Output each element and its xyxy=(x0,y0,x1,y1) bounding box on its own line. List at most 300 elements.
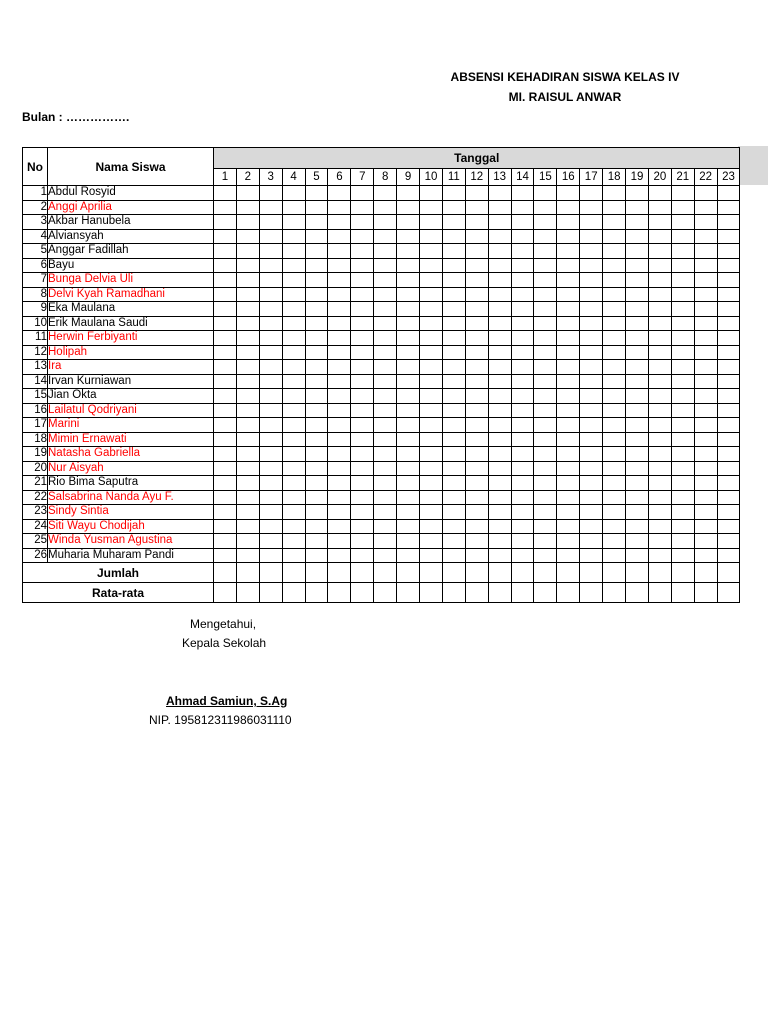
attendance-cell[interactable] xyxy=(259,215,282,230)
attendance-cell[interactable] xyxy=(351,548,374,563)
attendance-cell[interactable] xyxy=(397,432,420,447)
attendance-cell[interactable] xyxy=(626,505,649,520)
attendance-cell[interactable] xyxy=(717,461,740,476)
attendance-cell[interactable] xyxy=(420,244,443,259)
attendance-cell[interactable] xyxy=(328,186,351,201)
attendance-cell[interactable] xyxy=(580,186,603,201)
attendance-cell[interactable] xyxy=(580,215,603,230)
attendance-cell[interactable] xyxy=(351,229,374,244)
attendance-cell[interactable] xyxy=(626,432,649,447)
attendance-cell[interactable] xyxy=(580,345,603,360)
attendance-cell[interactable] xyxy=(351,374,374,389)
attendance-cell[interactable] xyxy=(282,418,305,433)
attendance-cell[interactable] xyxy=(648,519,671,534)
attendance-cell[interactable] xyxy=(717,331,740,346)
attendance-cell[interactable] xyxy=(511,534,534,549)
attendance-cell[interactable] xyxy=(374,389,397,404)
attendance-cell[interactable] xyxy=(694,432,717,447)
attendance-cell[interactable] xyxy=(626,490,649,505)
attendance-cell[interactable] xyxy=(397,519,420,534)
attendance-cell[interactable] xyxy=(374,490,397,505)
attendance-cell[interactable] xyxy=(328,360,351,375)
attendance-cell[interactable] xyxy=(511,229,534,244)
attendance-cell[interactable] xyxy=(626,461,649,476)
attendance-cell[interactable] xyxy=(511,461,534,476)
attendance-cell[interactable] xyxy=(259,186,282,201)
attendance-cell[interactable] xyxy=(694,302,717,317)
attendance-cell[interactable] xyxy=(534,389,557,404)
attendance-cell[interactable] xyxy=(259,200,282,215)
attendance-cell[interactable] xyxy=(603,186,626,201)
attendance-cell[interactable] xyxy=(328,287,351,302)
attendance-cell[interactable] xyxy=(557,186,580,201)
attendance-cell[interactable] xyxy=(374,302,397,317)
attendance-cell[interactable] xyxy=(694,287,717,302)
attendance-cell[interactable] xyxy=(442,548,465,563)
attendance-cell[interactable] xyxy=(442,215,465,230)
attendance-cell[interactable] xyxy=(717,403,740,418)
attendance-cell[interactable] xyxy=(488,229,511,244)
attendance-cell[interactable] xyxy=(305,273,328,288)
attendance-cell[interactable] xyxy=(282,548,305,563)
attendance-cell[interactable] xyxy=(465,186,488,201)
attendance-cell[interactable] xyxy=(580,200,603,215)
average-cell[interactable] xyxy=(580,583,603,603)
attendance-cell[interactable] xyxy=(442,360,465,375)
attendance-cell[interactable] xyxy=(511,432,534,447)
attendance-cell[interactable] xyxy=(603,374,626,389)
attendance-cell[interactable] xyxy=(717,287,740,302)
attendance-cell[interactable] xyxy=(648,418,671,433)
attendance-cell[interactable] xyxy=(671,519,694,534)
attendance-cell[interactable] xyxy=(671,186,694,201)
attendance-cell[interactable] xyxy=(694,273,717,288)
attendance-cell[interactable] xyxy=(534,432,557,447)
attendance-cell[interactable] xyxy=(214,374,237,389)
average-cell[interactable] xyxy=(236,583,259,603)
attendance-cell[interactable] xyxy=(374,461,397,476)
attendance-cell[interactable] xyxy=(603,519,626,534)
attendance-cell[interactable] xyxy=(557,302,580,317)
attendance-cell[interactable] xyxy=(534,490,557,505)
attendance-cell[interactable] xyxy=(671,389,694,404)
attendance-cell[interactable] xyxy=(351,302,374,317)
total-cell[interactable] xyxy=(374,563,397,583)
attendance-cell[interactable] xyxy=(534,200,557,215)
attendance-cell[interactable] xyxy=(580,403,603,418)
attendance-cell[interactable] xyxy=(305,374,328,389)
attendance-cell[interactable] xyxy=(214,505,237,520)
attendance-cell[interactable] xyxy=(694,345,717,360)
attendance-cell[interactable] xyxy=(259,534,282,549)
attendance-cell[interactable] xyxy=(511,215,534,230)
attendance-cell[interactable] xyxy=(511,403,534,418)
attendance-cell[interactable] xyxy=(557,432,580,447)
attendance-cell[interactable] xyxy=(328,200,351,215)
attendance-cell[interactable] xyxy=(397,447,420,462)
attendance-cell[interactable] xyxy=(236,244,259,259)
attendance-cell[interactable] xyxy=(694,360,717,375)
attendance-cell[interactable] xyxy=(648,403,671,418)
attendance-cell[interactable] xyxy=(305,244,328,259)
attendance-cell[interactable] xyxy=(648,476,671,491)
total-cell[interactable] xyxy=(282,563,305,583)
attendance-cell[interactable] xyxy=(648,432,671,447)
attendance-cell[interactable] xyxy=(374,316,397,331)
attendance-cell[interactable] xyxy=(420,548,443,563)
attendance-cell[interactable] xyxy=(488,476,511,491)
attendance-cell[interactable] xyxy=(236,548,259,563)
attendance-cell[interactable] xyxy=(717,273,740,288)
attendance-cell[interactable] xyxy=(626,273,649,288)
attendance-cell[interactable] xyxy=(236,389,259,404)
attendance-cell[interactable] xyxy=(305,302,328,317)
attendance-cell[interactable] xyxy=(397,403,420,418)
attendance-cell[interactable] xyxy=(305,345,328,360)
attendance-cell[interactable] xyxy=(214,534,237,549)
average-cell[interactable] xyxy=(648,583,671,603)
attendance-cell[interactable] xyxy=(488,447,511,462)
attendance-cell[interactable] xyxy=(534,345,557,360)
attendance-cell[interactable] xyxy=(694,258,717,273)
total-cell[interactable] xyxy=(534,563,557,583)
attendance-cell[interactable] xyxy=(351,331,374,346)
attendance-cell[interactable] xyxy=(328,534,351,549)
average-cell[interactable] xyxy=(465,583,488,603)
attendance-cell[interactable] xyxy=(465,447,488,462)
average-cell[interactable] xyxy=(397,583,420,603)
attendance-cell[interactable] xyxy=(626,186,649,201)
attendance-cell[interactable] xyxy=(442,403,465,418)
attendance-cell[interactable] xyxy=(511,476,534,491)
attendance-cell[interactable] xyxy=(580,389,603,404)
attendance-cell[interactable] xyxy=(214,432,237,447)
attendance-cell[interactable] xyxy=(282,302,305,317)
total-cell[interactable] xyxy=(717,563,740,583)
attendance-cell[interactable] xyxy=(511,331,534,346)
attendance-cell[interactable] xyxy=(420,229,443,244)
attendance-cell[interactable] xyxy=(282,432,305,447)
attendance-cell[interactable] xyxy=(351,273,374,288)
attendance-cell[interactable] xyxy=(534,302,557,317)
attendance-cell[interactable] xyxy=(259,490,282,505)
attendance-cell[interactable] xyxy=(511,186,534,201)
attendance-cell[interactable] xyxy=(580,461,603,476)
attendance-cell[interactable] xyxy=(397,389,420,404)
attendance-cell[interactable] xyxy=(214,258,237,273)
attendance-cell[interactable] xyxy=(465,418,488,433)
attendance-cell[interactable] xyxy=(580,447,603,462)
attendance-cell[interactable] xyxy=(397,186,420,201)
attendance-cell[interactable] xyxy=(259,331,282,346)
attendance-cell[interactable] xyxy=(511,548,534,563)
attendance-cell[interactable] xyxy=(534,461,557,476)
attendance-cell[interactable] xyxy=(580,548,603,563)
attendance-cell[interactable] xyxy=(648,461,671,476)
attendance-cell[interactable] xyxy=(671,302,694,317)
attendance-cell[interactable] xyxy=(557,374,580,389)
attendance-cell[interactable] xyxy=(397,200,420,215)
attendance-cell[interactable] xyxy=(694,548,717,563)
attendance-cell[interactable] xyxy=(580,505,603,520)
attendance-cell[interactable] xyxy=(534,244,557,259)
attendance-cell[interactable] xyxy=(557,244,580,259)
attendance-cell[interactable] xyxy=(259,345,282,360)
attendance-cell[interactable] xyxy=(511,389,534,404)
attendance-cell[interactable] xyxy=(259,229,282,244)
attendance-cell[interactable] xyxy=(488,244,511,259)
attendance-cell[interactable] xyxy=(580,287,603,302)
attendance-cell[interactable] xyxy=(488,258,511,273)
attendance-cell[interactable] xyxy=(717,345,740,360)
attendance-cell[interactable] xyxy=(214,302,237,317)
attendance-cell[interactable] xyxy=(671,534,694,549)
attendance-cell[interactable] xyxy=(603,200,626,215)
attendance-cell[interactable] xyxy=(534,519,557,534)
total-cell[interactable] xyxy=(305,563,328,583)
attendance-cell[interactable] xyxy=(420,519,443,534)
attendance-cell[interactable] xyxy=(214,461,237,476)
attendance-cell[interactable] xyxy=(511,505,534,520)
attendance-cell[interactable] xyxy=(328,548,351,563)
attendance-cell[interactable] xyxy=(534,215,557,230)
attendance-cell[interactable] xyxy=(603,258,626,273)
attendance-cell[interactable] xyxy=(534,418,557,433)
attendance-cell[interactable] xyxy=(351,490,374,505)
attendance-cell[interactable] xyxy=(351,447,374,462)
attendance-cell[interactable] xyxy=(374,331,397,346)
attendance-cell[interactable] xyxy=(626,519,649,534)
attendance-cell[interactable] xyxy=(214,447,237,462)
attendance-cell[interactable] xyxy=(374,403,397,418)
attendance-cell[interactable] xyxy=(694,403,717,418)
attendance-cell[interactable] xyxy=(236,302,259,317)
attendance-cell[interactable] xyxy=(557,287,580,302)
attendance-cell[interactable] xyxy=(374,200,397,215)
attendance-cell[interactable] xyxy=(694,244,717,259)
attendance-cell[interactable] xyxy=(397,548,420,563)
attendance-cell[interactable] xyxy=(328,316,351,331)
attendance-cell[interactable] xyxy=(557,534,580,549)
attendance-cell[interactable] xyxy=(282,345,305,360)
average-cell[interactable] xyxy=(420,583,443,603)
attendance-cell[interactable] xyxy=(671,244,694,259)
attendance-cell[interactable] xyxy=(626,360,649,375)
attendance-cell[interactable] xyxy=(648,200,671,215)
attendance-cell[interactable] xyxy=(282,447,305,462)
attendance-cell[interactable] xyxy=(488,505,511,520)
attendance-cell[interactable] xyxy=(305,258,328,273)
attendance-cell[interactable] xyxy=(351,244,374,259)
attendance-cell[interactable] xyxy=(420,447,443,462)
attendance-cell[interactable] xyxy=(374,534,397,549)
attendance-cell[interactable] xyxy=(442,418,465,433)
attendance-cell[interactable] xyxy=(488,186,511,201)
attendance-cell[interactable] xyxy=(465,287,488,302)
attendance-cell[interactable] xyxy=(488,287,511,302)
attendance-cell[interactable] xyxy=(580,229,603,244)
attendance-cell[interactable] xyxy=(534,258,557,273)
attendance-cell[interactable] xyxy=(282,244,305,259)
attendance-cell[interactable] xyxy=(305,200,328,215)
average-cell[interactable] xyxy=(511,583,534,603)
attendance-cell[interactable] xyxy=(397,374,420,389)
attendance-cell[interactable] xyxy=(580,316,603,331)
attendance-cell[interactable] xyxy=(214,490,237,505)
attendance-cell[interactable] xyxy=(465,403,488,418)
attendance-cell[interactable] xyxy=(626,418,649,433)
attendance-cell[interactable] xyxy=(648,505,671,520)
attendance-cell[interactable] xyxy=(374,229,397,244)
attendance-cell[interactable] xyxy=(603,316,626,331)
attendance-cell[interactable] xyxy=(259,519,282,534)
attendance-cell[interactable] xyxy=(580,476,603,491)
attendance-cell[interactable] xyxy=(374,273,397,288)
attendance-cell[interactable] xyxy=(305,418,328,433)
average-cell[interactable] xyxy=(442,583,465,603)
attendance-cell[interactable] xyxy=(717,389,740,404)
attendance-cell[interactable] xyxy=(465,215,488,230)
attendance-cell[interactable] xyxy=(328,418,351,433)
attendance-cell[interactable] xyxy=(351,389,374,404)
attendance-cell[interactable] xyxy=(534,534,557,549)
attendance-cell[interactable] xyxy=(465,490,488,505)
attendance-cell[interactable] xyxy=(511,316,534,331)
attendance-cell[interactable] xyxy=(236,186,259,201)
attendance-cell[interactable] xyxy=(420,200,443,215)
attendance-cell[interactable] xyxy=(465,432,488,447)
attendance-cell[interactable] xyxy=(717,258,740,273)
attendance-cell[interactable] xyxy=(694,229,717,244)
attendance-cell[interactable] xyxy=(214,273,237,288)
attendance-cell[interactable] xyxy=(328,273,351,288)
total-cell[interactable] xyxy=(328,563,351,583)
attendance-cell[interactable] xyxy=(420,360,443,375)
attendance-cell[interactable] xyxy=(351,287,374,302)
attendance-cell[interactable] xyxy=(603,548,626,563)
attendance-cell[interactable] xyxy=(420,418,443,433)
attendance-cell[interactable] xyxy=(717,215,740,230)
attendance-cell[interactable] xyxy=(351,432,374,447)
attendance-cell[interactable] xyxy=(282,519,305,534)
average-cell[interactable] xyxy=(214,583,237,603)
attendance-cell[interactable] xyxy=(282,461,305,476)
attendance-cell[interactable] xyxy=(717,316,740,331)
attendance-cell[interactable] xyxy=(557,229,580,244)
attendance-cell[interactable] xyxy=(648,287,671,302)
attendance-cell[interactable] xyxy=(420,331,443,346)
attendance-cell[interactable] xyxy=(603,331,626,346)
attendance-cell[interactable] xyxy=(488,519,511,534)
total-cell[interactable] xyxy=(557,563,580,583)
attendance-cell[interactable] xyxy=(374,287,397,302)
attendance-cell[interactable] xyxy=(328,389,351,404)
attendance-cell[interactable] xyxy=(603,461,626,476)
attendance-cell[interactable] xyxy=(351,519,374,534)
attendance-cell[interactable] xyxy=(374,186,397,201)
attendance-cell[interactable] xyxy=(465,461,488,476)
attendance-cell[interactable] xyxy=(305,186,328,201)
attendance-cell[interactable] xyxy=(259,360,282,375)
attendance-cell[interactable] xyxy=(603,490,626,505)
attendance-cell[interactable] xyxy=(626,215,649,230)
attendance-cell[interactable] xyxy=(465,476,488,491)
attendance-cell[interactable] xyxy=(259,505,282,520)
attendance-cell[interactable] xyxy=(488,215,511,230)
attendance-cell[interactable] xyxy=(420,505,443,520)
attendance-cell[interactable] xyxy=(648,490,671,505)
attendance-cell[interactable] xyxy=(374,360,397,375)
attendance-cell[interactable] xyxy=(420,302,443,317)
attendance-cell[interactable] xyxy=(694,200,717,215)
attendance-cell[interactable] xyxy=(648,331,671,346)
attendance-cell[interactable] xyxy=(488,374,511,389)
attendance-cell[interactable] xyxy=(236,461,259,476)
attendance-cell[interactable] xyxy=(214,186,237,201)
total-cell[interactable] xyxy=(236,563,259,583)
attendance-cell[interactable] xyxy=(420,389,443,404)
attendance-cell[interactable] xyxy=(717,229,740,244)
attendance-cell[interactable] xyxy=(328,244,351,259)
attendance-cell[interactable] xyxy=(442,345,465,360)
attendance-cell[interactable] xyxy=(259,432,282,447)
attendance-cell[interactable] xyxy=(626,287,649,302)
attendance-cell[interactable] xyxy=(282,186,305,201)
attendance-cell[interactable] xyxy=(603,403,626,418)
attendance-cell[interactable] xyxy=(488,316,511,331)
attendance-cell[interactable] xyxy=(236,374,259,389)
attendance-cell[interactable] xyxy=(328,490,351,505)
attendance-cell[interactable] xyxy=(671,258,694,273)
attendance-cell[interactable] xyxy=(488,200,511,215)
attendance-cell[interactable] xyxy=(351,186,374,201)
attendance-cell[interactable] xyxy=(259,374,282,389)
attendance-cell[interactable] xyxy=(214,360,237,375)
attendance-cell[interactable] xyxy=(488,490,511,505)
attendance-cell[interactable] xyxy=(534,548,557,563)
attendance-cell[interactable] xyxy=(648,360,671,375)
attendance-cell[interactable] xyxy=(603,432,626,447)
attendance-cell[interactable] xyxy=(420,490,443,505)
attendance-cell[interactable] xyxy=(534,476,557,491)
attendance-cell[interactable] xyxy=(259,447,282,462)
attendance-cell[interactable] xyxy=(511,244,534,259)
total-cell[interactable] xyxy=(397,563,420,583)
attendance-cell[interactable] xyxy=(282,476,305,491)
attendance-cell[interactable] xyxy=(397,418,420,433)
attendance-cell[interactable] xyxy=(442,331,465,346)
attendance-cell[interactable] xyxy=(626,345,649,360)
attendance-cell[interactable] xyxy=(420,476,443,491)
attendance-cell[interactable] xyxy=(671,316,694,331)
attendance-cell[interactable] xyxy=(465,331,488,346)
attendance-cell[interactable] xyxy=(305,229,328,244)
attendance-cell[interactable] xyxy=(717,548,740,563)
attendance-cell[interactable] xyxy=(397,490,420,505)
attendance-cell[interactable] xyxy=(580,519,603,534)
attendance-cell[interactable] xyxy=(534,447,557,462)
attendance-cell[interactable] xyxy=(351,360,374,375)
attendance-cell[interactable] xyxy=(465,519,488,534)
attendance-cell[interactable] xyxy=(534,287,557,302)
attendance-cell[interactable] xyxy=(648,273,671,288)
attendance-cell[interactable] xyxy=(626,229,649,244)
attendance-cell[interactable] xyxy=(305,287,328,302)
attendance-cell[interactable] xyxy=(717,432,740,447)
attendance-cell[interactable] xyxy=(305,360,328,375)
attendance-cell[interactable] xyxy=(442,505,465,520)
attendance-cell[interactable] xyxy=(648,244,671,259)
